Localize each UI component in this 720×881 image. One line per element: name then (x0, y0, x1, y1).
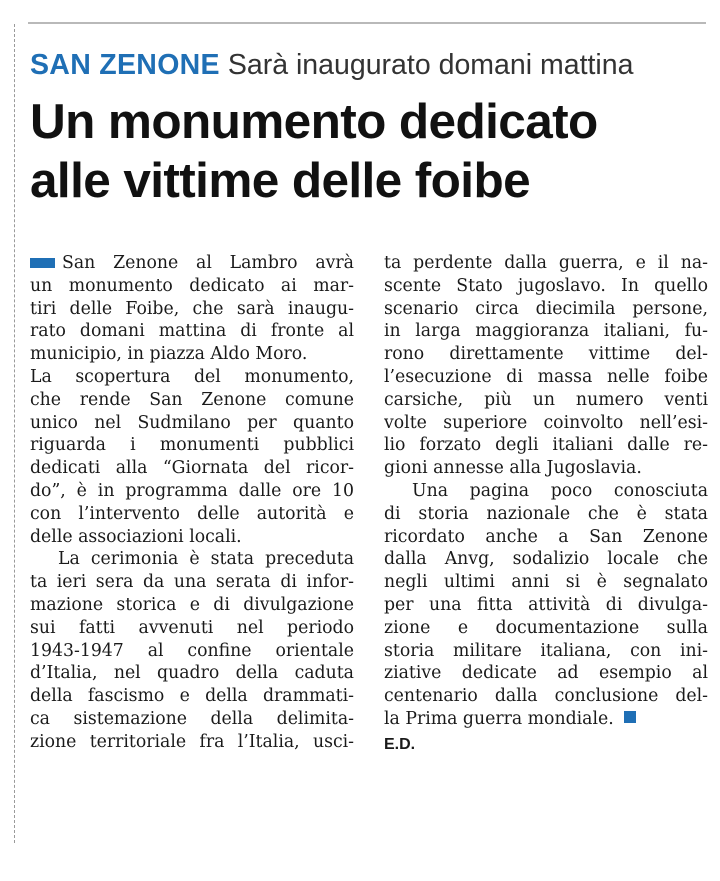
left-column-rule (14, 24, 15, 843)
body-line: lio forzato degli italiani dalle re- (384, 435, 708, 456)
headline (30, 92, 598, 210)
body-line: riguarda i monumenti pubblici (30, 435, 354, 456)
body-line: La cerimonia è stata preceduta (58, 549, 354, 570)
body-line: ca sistemazione della delimita- (30, 708, 354, 729)
end-square-icon (624, 711, 636, 723)
kicker (30, 45, 633, 85)
body-line: sui fatti avvenuti nel periodo (30, 617, 354, 638)
kicker-place: SAN ZENONE (30, 49, 220, 81)
body-line: zione e documentazione sulla (384, 617, 708, 638)
body-line: della fascismo e della drammati- (30, 686, 354, 707)
body-line: mazione storica e di divulgazione (30, 594, 354, 615)
body-line: in larga maggioranza italiani, fu- (384, 321, 708, 342)
article-column-left (30, 252, 354, 754)
body-line: delle associazioni locali. (30, 526, 242, 547)
body-line: l’esecuzione di massa nelle foibe (384, 366, 708, 387)
body-line: La scopertura del monumento, (30, 366, 354, 387)
body-line: 1943-1947 al confine orientale (30, 640, 354, 661)
body-line: ta ieri sera da una serata di infor- (30, 572, 354, 593)
body-line: ta perdente dalla guerra, e il na- (384, 253, 708, 273)
body-line: la Prima guerra mondiale. (384, 708, 708, 731)
lead-square-icon (30, 258, 55, 268)
body-line: do”, è in programma dalle ore 10 (30, 480, 354, 501)
body-line: per una fitta attività di divulga- (384, 594, 708, 615)
body-line: storia militare italiana, con ini- (384, 640, 708, 661)
kicker-subtitle: Sarà inaugurato domani mattina (227, 49, 634, 81)
body-line: d’Italia, nel quadro della caduta (30, 663, 354, 684)
author-signature: E.D. (384, 735, 416, 753)
body-line: di storia nazionale che è stata (384, 503, 708, 524)
body-line: zione territoriale fra l’Italia, usci- (30, 731, 354, 752)
body-line: tiri delle Foibe, che sarà inaugu- (30, 298, 354, 319)
body-line: ricordato anche a San Zenone (384, 526, 708, 547)
body-line: unico nel Sudmilano per quanto (30, 412, 354, 433)
body-line: con l’intervento delle autorità e (30, 503, 354, 524)
body-line: negli ultimi anni si è segnalato (384, 572, 708, 593)
body-line: municipio, in piazza Aldo Moro. (30, 344, 308, 365)
headline-line: alle vittime delle foibe (30, 153, 531, 208)
body-line: dalla Anvg, sodalizio locale che (384, 549, 708, 570)
article-column-right (384, 252, 708, 757)
body-line: volte superiore coinvolto nell’esi- (384, 412, 708, 433)
body-line: un monumento dedicato ai mar- (30, 275, 354, 296)
headline-line: Un monumento dedicato (30, 94, 598, 149)
body-line: Una pagina poco conosciuta (412, 480, 708, 501)
body-line: scenario circa diecimila persone, (384, 298, 708, 319)
body-line: ziative dedicate ad esempio al (384, 663, 708, 684)
body-line: centenario dalla conclusione del- (384, 686, 708, 707)
body-line: rono direttamente vittime del- (384, 344, 708, 365)
body-line: gioni annesse alla Jugoslavia. (384, 458, 642, 479)
top-rule (28, 22, 706, 24)
body-line: scente Stato jugoslavo. In quello (384, 275, 708, 296)
body-line: rato domani mattina di fronte al (30, 321, 354, 342)
body-line: San Zenone al Lambro avrà (30, 252, 354, 275)
body-line: che rende San Zenone comune (30, 389, 354, 410)
body-line: dedicati alla “Giornata del ricor- (30, 458, 354, 479)
body-line: carsiche, più un numero venti (384, 389, 708, 410)
